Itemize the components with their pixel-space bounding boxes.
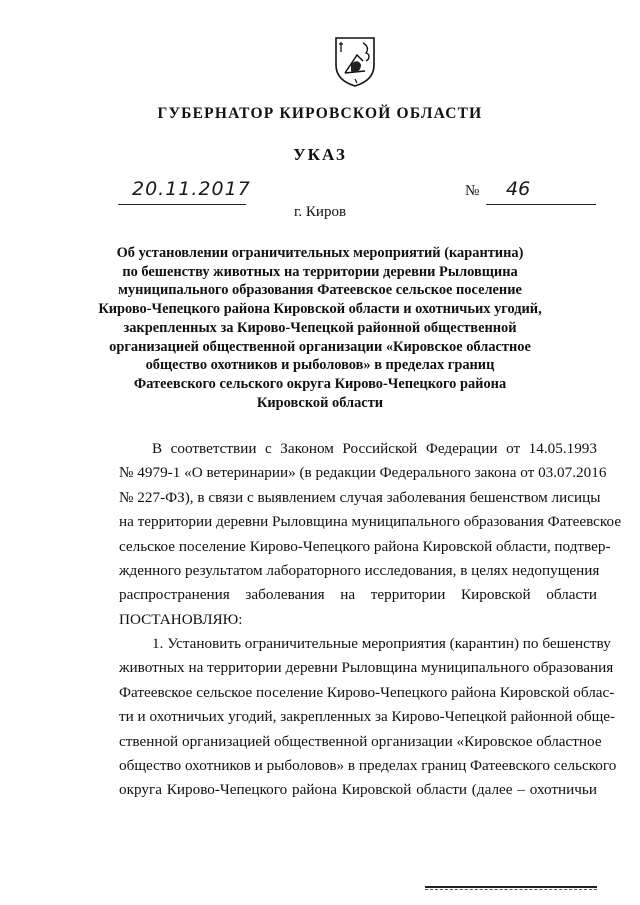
body-line: на территории деревни Рыловщина муниципального образования Фатеевское bbox=[119, 513, 622, 531]
decree-subject bbox=[0, 244, 640, 412]
subject-line: общество охотников и рыболовов» в пределах границ bbox=[145, 357, 495, 374]
preamble-paragraph bbox=[119, 437, 622, 632]
body-line: № 4979-1 «О ветеринарии» (в редакции Федерального закона от 03.07.2016 bbox=[119, 464, 607, 482]
subject-line: Фатеевского сельского округа Кирово-Чепецкого района bbox=[133, 375, 507, 392]
subject-line: закрепленных за Кирово-Чепецкой районной общественной bbox=[123, 319, 517, 336]
number-field bbox=[486, 180, 596, 205]
subject-line: муниципального образования Фатеевское сельское поселение bbox=[118, 282, 522, 299]
issuing-authority: ГУБЕРНАТОР КИРОВСКОЙ ОБЛАСТИ bbox=[157, 105, 483, 122]
body-line: Фатеевское сельское поселение Кирово-Чепецкого района Кировской облас- bbox=[119, 683, 615, 701]
body-line: животных на территории деревни Рыловщина муниципального образования bbox=[119, 659, 614, 677]
coat-of-arms-icon bbox=[333, 35, 377, 87]
subject-line: организацией общественной организации «Кировское областное bbox=[109, 338, 531, 355]
city: г. Киров bbox=[293, 204, 347, 220]
body-line: ти и охотничьих угодий, закрепленных за Кирово-Чепецкой районной обще- bbox=[119, 708, 616, 726]
number-label: № bbox=[465, 183, 480, 199]
subject-line: Кирово-Чепецкого района Кировской области и охотничьих угодий, bbox=[98, 301, 542, 318]
handwritten-date: 20.11.2017 bbox=[132, 178, 251, 200]
body-line: жденного результатом лабораторного исследования, в целях недопущения bbox=[119, 561, 600, 579]
subject-line: по бешенству животных на территории деревни Рыловщина bbox=[122, 263, 518, 280]
body-line: округа Кирово-Чепецкого района Кировской области (далее – охотничьи bbox=[119, 781, 597, 799]
body-line: ственной организацией общественной организации «Кировское областное bbox=[119, 732, 602, 750]
body-line: В соответствии с Законом Российской Федерации от 14.05.1993 bbox=[152, 440, 597, 457]
item-1-paragraph bbox=[119, 632, 617, 803]
resolution-word: ПОСТАНОВЛЯЮ: bbox=[119, 610, 243, 628]
handwritten-number: 46 bbox=[506, 178, 531, 200]
body-line: сельское поселение Кирово-Чепецкого района Кировской области, подтвер- bbox=[119, 537, 611, 555]
subject-line: Об установлении ограничительных мероприятий (карантина) bbox=[116, 245, 524, 261]
body-line: общество охотников и рыболовов» в пределах границ Фатеевского сельского bbox=[119, 756, 617, 774]
body-line: № 227-ФЗ), в связи с выявлением случая заболевания бешенством лисицы bbox=[119, 488, 601, 506]
date-field bbox=[118, 178, 251, 205]
document-type: УКАЗ bbox=[293, 145, 347, 164]
subject-line: Кировской области bbox=[256, 394, 384, 411]
footer-rule bbox=[425, 886, 597, 888]
footer-rule-dashed bbox=[425, 889, 597, 890]
body-line: 1. Установить ограничительные мероприятия (карантин) по бешенству bbox=[152, 635, 611, 652]
body-line: распространения заболевания на территории Кировской области bbox=[119, 586, 597, 604]
